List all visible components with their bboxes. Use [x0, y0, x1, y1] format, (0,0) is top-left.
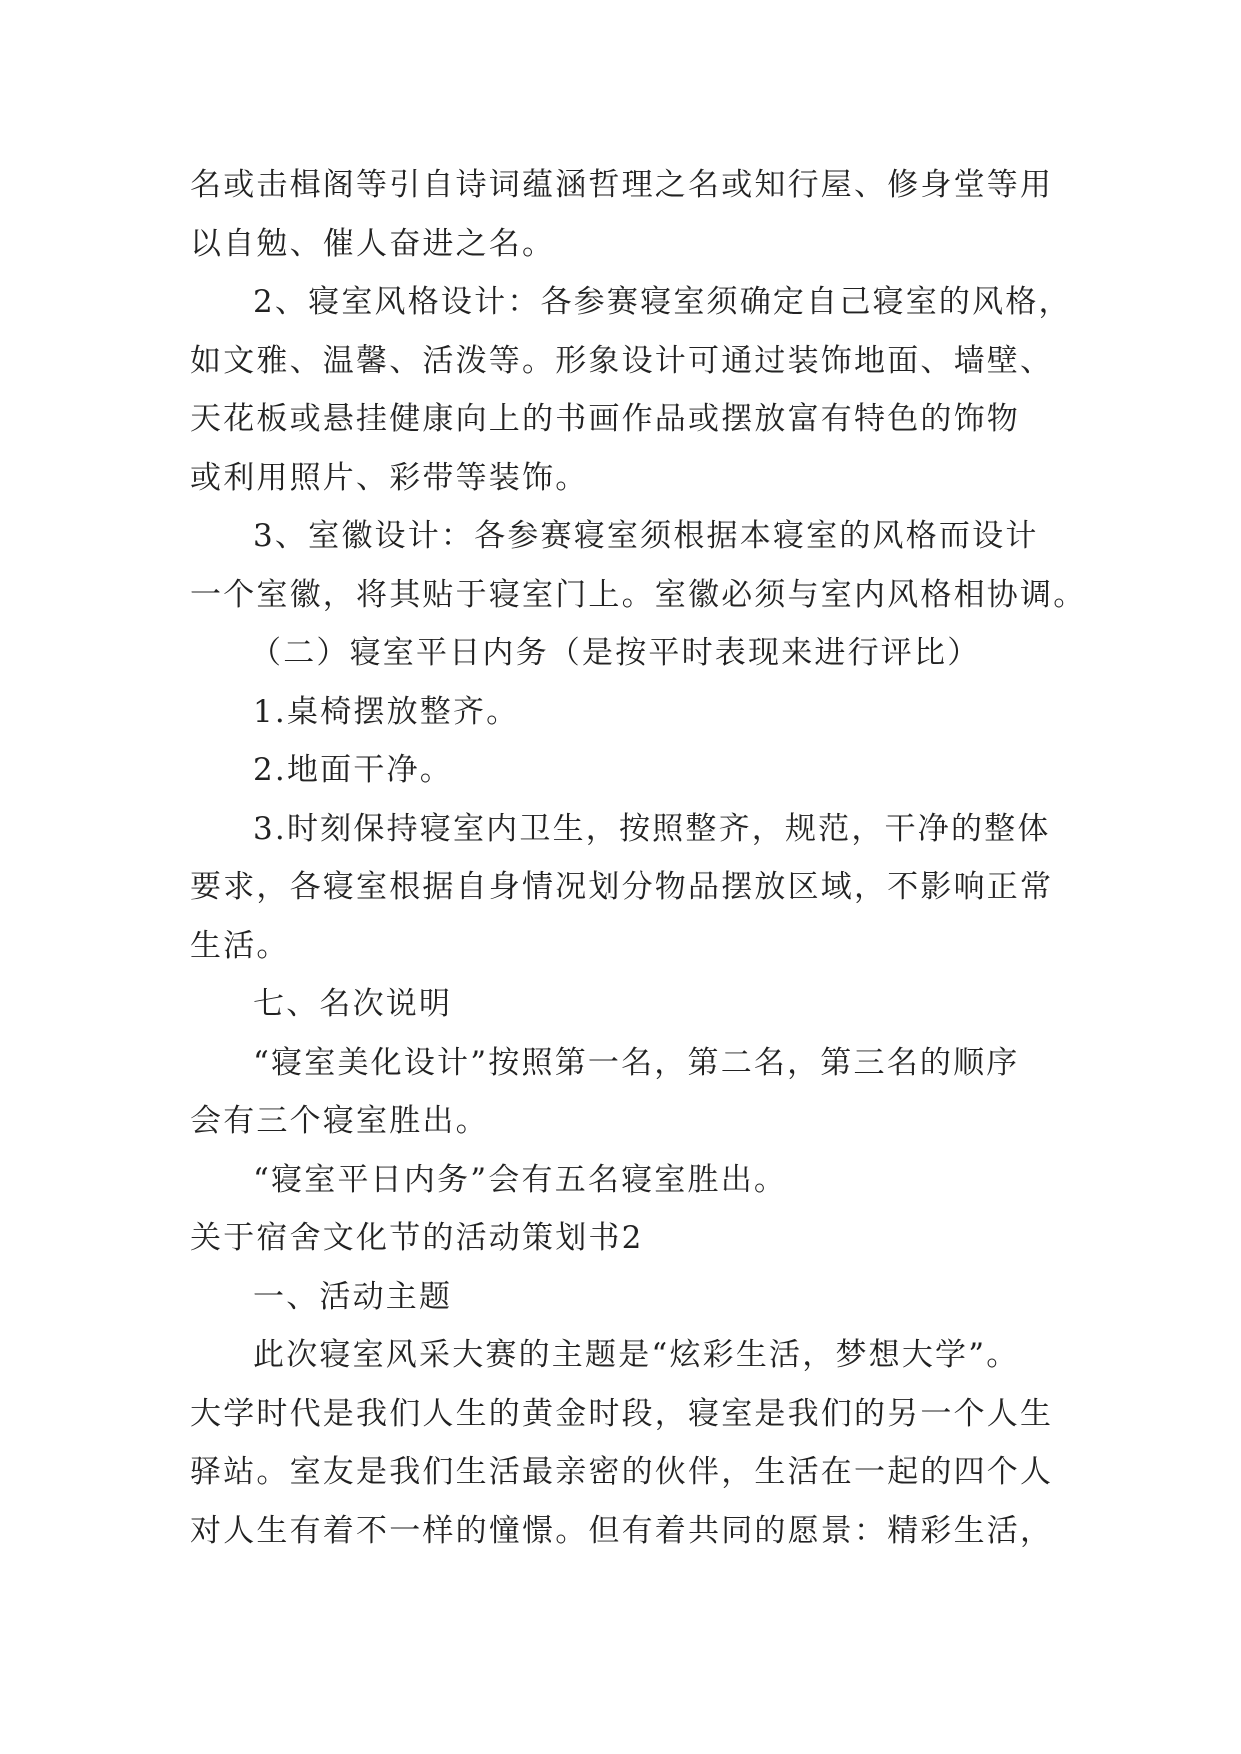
text-line: “寝室美化设计”按照第一名，第二名，第三名的顺序: [253, 1044, 1020, 1081]
text-line: 或利用照片、彩带等装饰。: [190, 459, 589, 496]
text-line: 驿站。室友是我们生活最亲密的伙伴，生活在一起的四个人: [190, 1454, 1054, 1490]
text-line: 会有三个寝室胜出。: [190, 1103, 489, 1139]
section-heading: 七、名次说明: [253, 986, 453, 1022]
text-line: 要求，各寝室根据自身情况划分物品摆放区域，不影响正常: [190, 869, 1054, 905]
text-line: 3、室徽设计：各参赛寝室须根据本寝室的风格而设计: [253, 518, 1039, 554]
text-line: 天花板或悬挂健康向上的书画作品或摆放富有特色的饰物: [190, 401, 1020, 437]
list-item: 3.时刻保持寝室内卫生，按照整齐，规范，干净的整体: [253, 810, 1051, 847]
list-item: 2.地面干净。: [253, 752, 453, 788]
text-line: 对人生有着不一样的憧憬。但有着共同的愿景：精彩生活，: [190, 1512, 1054, 1549]
text-line: 名或击楫阁等引自诗词蕴涵哲理之名或知行屋、修身堂等用: [190, 167, 1054, 203]
text-line: 大学时代是我们人生的黄金时段，寝室是我们的另一个人生: [190, 1395, 1054, 1432]
text-line: 以自勉、催人奋进之名。: [190, 225, 556, 262]
list-item: 1.桌椅摆放整齐。: [253, 693, 520, 730]
document-body: [190, 156, 1090, 1560]
text-line: “寝室平日内务”会有五名寝室胜出。: [253, 1161, 788, 1198]
text-line: 一个室徽，将其贴于寝室门上。室徽必须与室内风格相协调。: [190, 576, 1087, 613]
text-line: 如文雅、温馨、活泼等。形象设计可通过装饰地面、墙壁、: [190, 342, 1054, 379]
document-title: 关于宿舍文化节的活动策划书2: [190, 1220, 644, 1256]
text-line: 此次寝室风采大赛的主题是“炫彩生活，梦想大学”。: [253, 1337, 1020, 1373]
section-heading: （二）寝室平日内务（是按平时表现来进行评比）: [250, 635, 981, 671]
text-line: 生活。: [190, 927, 290, 964]
text-line: 2、寝室风格设计：各参赛寝室须确定自己寝室的风格，: [253, 284, 1072, 320]
section-heading: 一、活动主题: [253, 1278, 453, 1315]
